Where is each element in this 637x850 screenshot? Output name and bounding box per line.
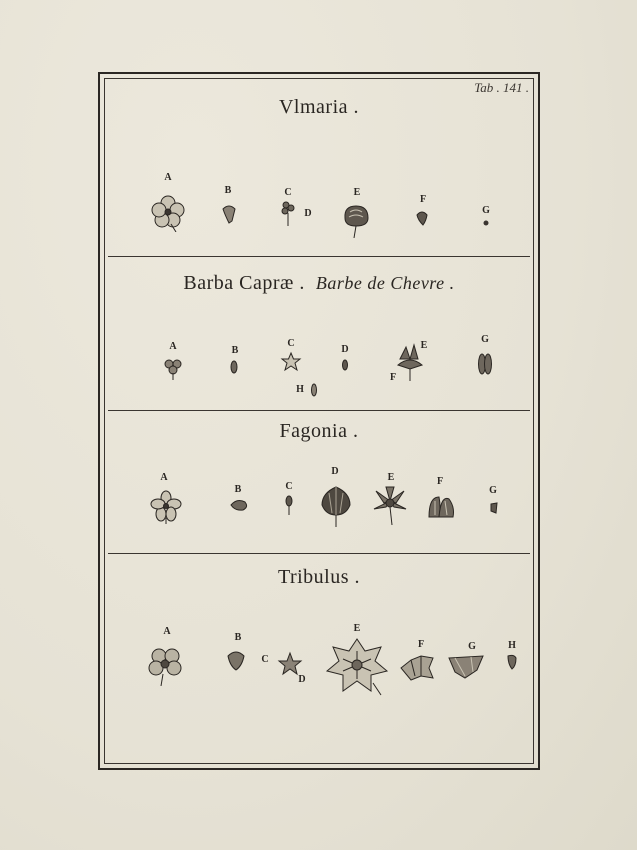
flower-icon — [148, 192, 188, 232]
petal-icon — [225, 647, 247, 673]
stamen-icon — [283, 494, 295, 516]
figure-letter: G — [481, 334, 489, 345]
figure-letter: D — [341, 344, 349, 355]
figure-letter: C — [287, 338, 295, 349]
seed-icon — [489, 501, 499, 515]
petal-icon — [228, 497, 250, 513]
pod-icon — [475, 351, 495, 377]
figure-letter: E — [387, 472, 395, 483]
figure-letter: A — [160, 472, 168, 483]
burr-segment-icon — [397, 652, 437, 684]
figure-letter: E — [420, 340, 428, 351]
figure-letter: A — [163, 626, 171, 637]
fruit-cluster-icon — [341, 202, 371, 238]
section-divider — [108, 410, 530, 411]
figure-letter: E — [353, 187, 361, 198]
small-flower-icon — [161, 354, 185, 382]
capsule-icon — [425, 492, 457, 522]
figure-letter: B — [224, 185, 232, 196]
figure-letter: C — [285, 481, 293, 492]
section-divider — [108, 553, 530, 554]
section-divider — [108, 256, 530, 257]
figure-letter: D — [331, 466, 339, 477]
section-title-tribulus: Tribulus . — [277, 566, 361, 588]
figure-letter: F — [417, 639, 425, 650]
figure-letter: B — [234, 632, 242, 643]
figure-letter: C — [261, 654, 269, 665]
spiny-fruit-icon — [324, 632, 390, 698]
figure-letter: B — [231, 345, 239, 356]
plate-number: Tab . 141 . — [474, 80, 529, 95]
dot-seed-icon — [482, 219, 490, 227]
figure-letter: F — [389, 372, 397, 383]
star-flower-icon — [280, 351, 302, 373]
figure-letter: F — [436, 476, 444, 487]
seed-icon — [414, 207, 430, 227]
petal-icon — [228, 359, 240, 375]
figure-letter: E — [353, 623, 361, 634]
figure-letter: B — [234, 484, 242, 495]
pistil-cluster-icon — [395, 343, 425, 383]
seed-icon — [340, 358, 350, 372]
calyx-icon — [371, 483, 409, 527]
figure-letter: H — [508, 640, 516, 651]
section-title-barba-caprae — [108, 272, 530, 295]
fruit-icon — [318, 479, 354, 527]
seed-icon — [506, 653, 518, 671]
figure-letter: A — [164, 172, 172, 183]
figure-letter: C — [284, 187, 292, 198]
figure-letter: G — [468, 641, 476, 652]
section-title-fagonia: Fagonia . — [279, 420, 359, 442]
figure-letter: H — [296, 384, 304, 395]
section-title-vlmaria: Vlmaria . — [278, 96, 360, 118]
star-flower-icon — [276, 650, 304, 678]
figure-letter: A — [169, 341, 177, 352]
figure-letter: F — [419, 194, 427, 205]
petal-icon — [220, 202, 238, 224]
stamen-icon — [279, 199, 297, 227]
flower-icon — [148, 488, 184, 524]
figure-letter: G — [482, 205, 490, 216]
figure-letter: D — [304, 208, 312, 219]
title-french: Barbe de Chevre . — [315, 273, 455, 293]
burr-segment-icon — [447, 651, 487, 681]
title-latin: Barba Capræ . — [183, 272, 305, 294]
flower-icon — [145, 642, 185, 686]
figure-letter: G — [489, 485, 497, 496]
figure-letter: D — [298, 674, 306, 685]
seed-icon — [309, 382, 319, 398]
